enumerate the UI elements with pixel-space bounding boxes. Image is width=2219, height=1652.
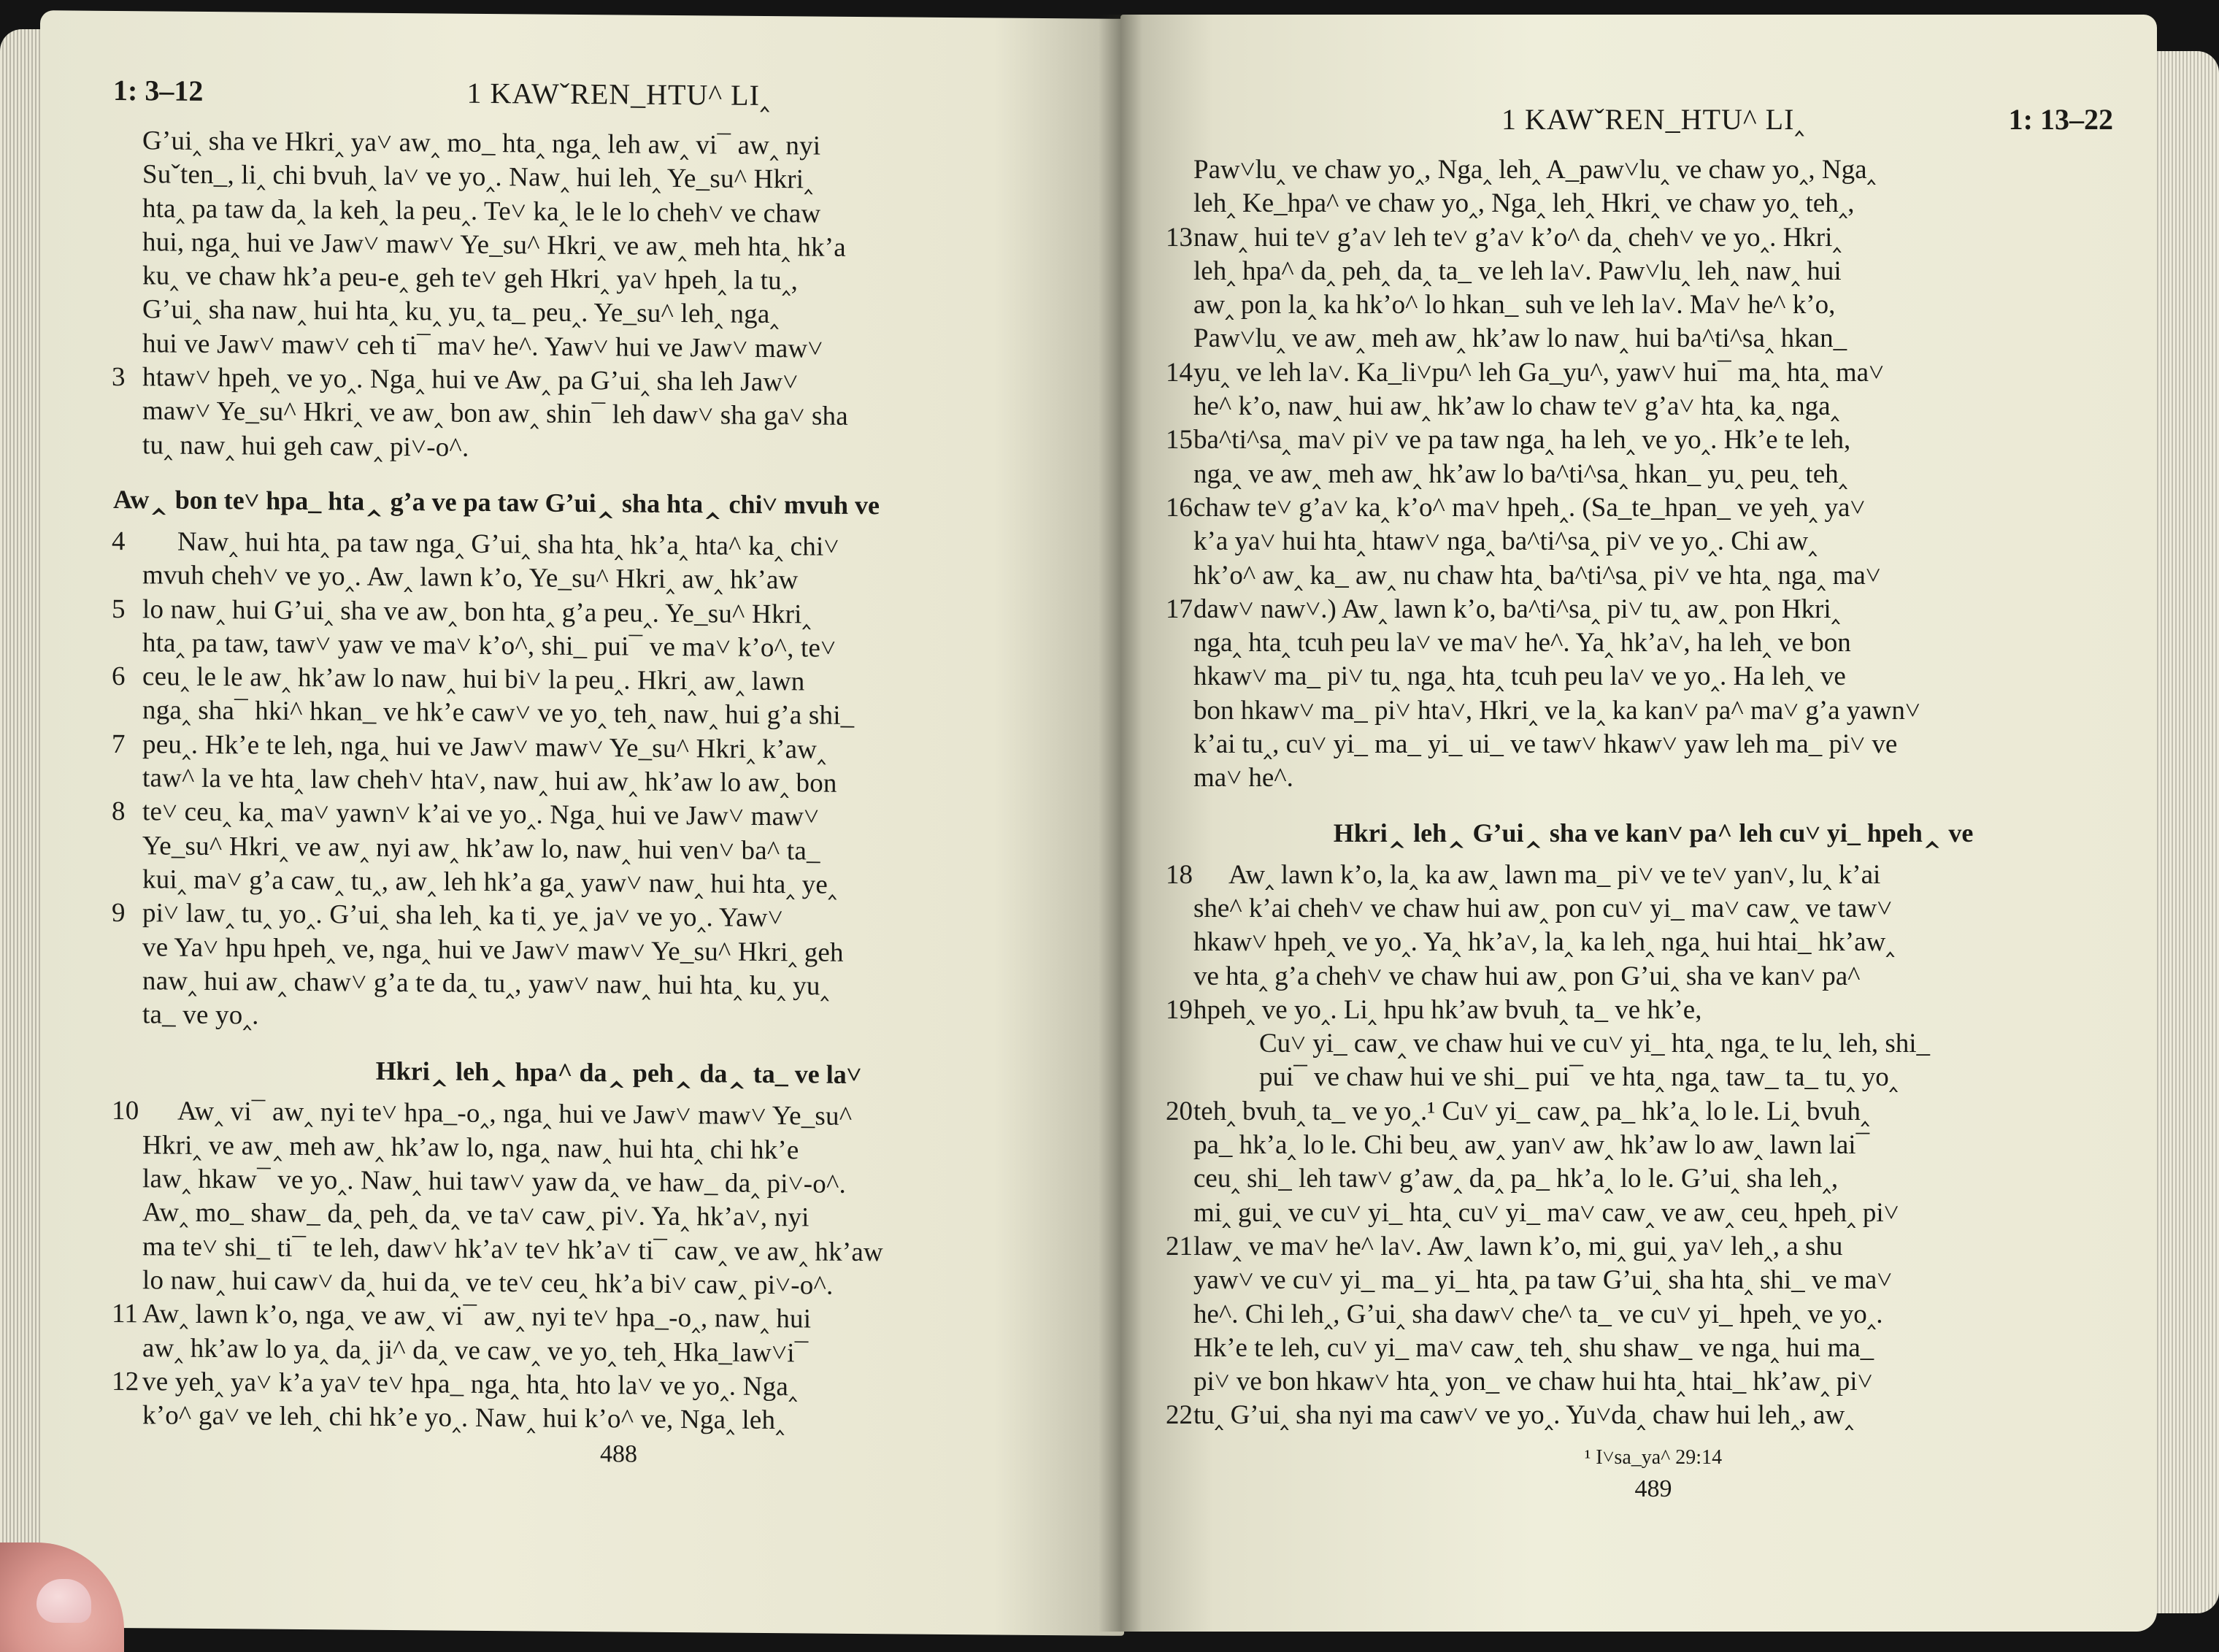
verse-number: 3 [112, 362, 126, 393]
verse-number: 6 [112, 661, 126, 692]
section-heading: Hkri‸ leh‸ hpa^ da‸ peh‸ da‸ ta_ ve la˅ [375, 1056, 862, 1090]
text-line [1166, 423, 2113, 457]
line-text: mi‸ gui‸ ve cu˅ yi_ hta‸ cu˅ yi_ ma˅ caw‸ ve aw‸ ceu‸ hpeh‸ pi˅ [1193, 1197, 1899, 1228]
text-line [142, 429, 1095, 470]
line-text: nga‸ ve aw‸ meh aw‸ hk’aw lo ba^ti^sa‸ hkan_ yu‸ peu‸ teh‸ [1193, 458, 1848, 489]
footnote: ¹ I˅sa_ya^ 29:14 [1584, 1445, 1723, 1469]
text-block [112, 124, 1095, 469]
line-text: ve Ya˅ hpu hpeh‸ ve, nga‸ hui ve Jaw˅ maw˅ Ye_su^ Hkri‸ geh [142, 931, 844, 968]
verse-number: 22 [1166, 1400, 1193, 1431]
line-text: pa_ hk’a‸ lo le. Chi beu‸ aw‸ yan˅ aw‸ hk’aw lo aw‸ lawn lai¯ [1193, 1130, 1870, 1161]
book-title: 1 KAWˇREN_HTU^ LI‸ [1501, 103, 1805, 136]
line-text: ba^ti^sa‸ ma˅ pi˅ ve pa taw nga‸ ha leh‸ ve yo‸. Hk’e te leh, [1193, 425, 1851, 456]
line-text: Ye_su^ Hkri‸ ve aw‸ nyi aw‸ hk’aw lo, naw‸ hui ven˅ ba^ ta_ [142, 830, 820, 867]
text-line [1193, 892, 2113, 926]
chapter-verse-range: 1: 3–12 [113, 73, 204, 107]
text-line [1166, 1399, 2113, 1432]
verse-number: 12 [112, 1366, 139, 1397]
line-text: Aw‸ lawn k’o, la‸ ka aw‸ lawn ma_ pi˅ ve te˅ yan˅, lu‸ k’ai [1228, 859, 1881, 890]
line-text: hta‸ pa taw, taw˅ yaw ve ma˅ k’o^, shi_ pui¯ ve ma˅ k’o^, te˅ [142, 628, 837, 664]
line-text: nga‸ sha¯ hki^ hkan_ ve hk’e caw˅ ve yo‸ teh‸ naw‸ hui g’a shi_ [142, 695, 855, 731]
text-line [142, 1399, 1095, 1440]
text-line [1193, 525, 2113, 558]
text-line [1193, 1264, 2113, 1297]
verse-number: 11 [112, 1299, 139, 1329]
line-text: daw˅ naw˅.) Aw‸ lawn k’o, ba^ti^sa‸ pi˅ tu‸ aw‸ pon Hkri‸ [1193, 593, 1841, 624]
line-text: pi˅ law‸ tu‸ yo‸. G’ui‸ sha leh‸ ka ti‸ ye‸ ja˅ ve yo‸. Yaw˅ [142, 898, 783, 934]
line-text: te˅ ceu‸ ka‸ ma˅ yawn˅ k’ai ve yo‸. Nga‸ hui ve Jaw˅ maw˅ [142, 796, 820, 832]
text-line [1193, 390, 2113, 423]
line-text: Suˇten_, li‸ chi bvuh‸ la˅ ve yo‸. Naw‸ hui leh‸ Ye_su^ Hkri‸ [142, 159, 814, 195]
verse-number: 15 [1166, 425, 1193, 456]
line-text: hta‸ pa taw da‸ la keh‸ la peu‸. Te˅ ka‸ le le lo cheh˅ ve chaw [142, 193, 821, 229]
line-text: taw^ la ve hta‸ law cheh˅ hta˅, naw‸ hui aw‸ hk’aw lo aw‸ bon [142, 763, 837, 799]
line-text: yaw˅ ve cu˅ yi_ ma_ yi_ hta‸ pa taw G’ui‸ sha hta‸ shi_ ve ma˅ [1193, 1265, 1893, 1296]
text-line [1193, 694, 2113, 728]
text-line [142, 998, 1095, 1040]
line-text: leh‸ hpa^ da‸ peh‸ da‸ ta_ ve leh la˅. Paw˅lu‸ leh‸ naw‸ hui [1193, 256, 1842, 286]
line-text: k’o^ ga˅ ve leh‸ chi hk’e yo‸. Naw‸ hui k’o^ ve, Nga‸ leh‸ [142, 1400, 785, 1436]
text-line [1166, 221, 2113, 255]
line-text: ve yeh‸ ya˅ k’a ya˅ te˅ hpa_ nga‸ hta‸ hto la˅ ve yo‸. Nga‸ [142, 1367, 798, 1402]
verse-number: 17 [1166, 593, 1193, 624]
verse-number: 10 [112, 1096, 139, 1126]
line-text: hk’o^ aw‸ ka_ aw‸ nu chaw hta‸ ba^ti^sa‸ pi˅ ve hta‸ nga‸ ma˅ [1193, 560, 1881, 591]
line-text: aw‸ hk’aw lo ya‸ da‸ ji^ da‸ ve caw‸ ve yo‸ teh‸ Hka_law˅i¯ [142, 1332, 809, 1368]
text-block [1166, 858, 2113, 1433]
text-line [1193, 626, 2113, 660]
line-text: nga‸ hta‸ tcuh peu la˅ ve ma˅ he^. Ya‸ hk’a˅, ha leh‸ ve bon [1193, 628, 1851, 658]
line-text: Paw˅lu‸ ve chaw yo‸, Nga‸ leh‸ A_paw˅lu‸ ve chaw yo‸, Nga‸ [1193, 155, 1877, 185]
line-text: kui‸ ma˅ g’a caw‸ tu‸, aw‸ leh hk’a ga‸ yaw˅ naw‸ hui hta‸ ye‸ [142, 864, 837, 900]
book-title: 1 KAWˇREN_HTU^ LI‸ [466, 76, 771, 112]
line-text: k’ai tu‸, cu˅ yi_ ma_ yi_ ui_ ve taw˅ hkaw˅ yaw leh ma_ pi˅ ve [1193, 729, 1898, 760]
page-number: 489 [1634, 1475, 1672, 1502]
fingernail [36, 1579, 91, 1623]
line-text: she^ k’ai cheh˅ ve chaw hui aw‸ pon cu˅ yi_ ma˅ caw‸ ve taw˅ [1193, 893, 1893, 923]
line-text: lo naw‸ hui G’ui‸ sha ve aw‸ bon hta‸ g’a peu‸. Ye_su^ Hkri‸ [142, 593, 812, 630]
running-head-left [113, 73, 1095, 131]
verse-number: 5 [112, 593, 126, 624]
verse-number: 7 [112, 729, 126, 759]
text-line [1193, 1162, 2113, 1196]
line-text: lo naw‸ hui caw˅ da‸ hui da‸ ve te˅ ceu‸ hk’a bi˅ caw‸ pi˅-o^. [142, 1265, 834, 1301]
section-heading: Hkri‸ leh‸ G’ui‸ sha ve kan˅ pa^ leh cu˅ yi_ hpeh‸ ve [1333, 818, 1974, 848]
text-line [1193, 660, 2113, 694]
text-line [1193, 926, 2113, 959]
line-text: teh‸ bvuh‸ ta_ ve yo‸.¹ Cu˅ yi_ caw‸ pa_ hk’a‸ lo le. Li‸ bvuh‸ [1193, 1096, 1870, 1126]
verse-number: 20 [1166, 1096, 1193, 1126]
line-text: leh‸ Ke_hpa^ ve chaw yo‸, Nga‸ leh‸ Hkri‸ ve chaw yo‸ teh‸, [1193, 188, 1855, 219]
text-line [1193, 960, 2113, 994]
line-text: Naw‸ hui hta‸ pa taw nga‸ G’ui‸ sha hta‸ hk’a‸ hta^ ka‸ chi˅ [177, 526, 839, 562]
line-text: hui, nga‸ hui ve Jaw˅ maw˅ Ye_su^ Hkri‸ ve aw‸ meh hta‸ hk’a [142, 227, 846, 263]
line-text: k’a ya˅ hui hta‸ htaw˅ nga‸ ba^ti^sa‸ pi˅ ve yo‸. Chi aw‸ [1193, 526, 1818, 557]
line-text: ma te˅ shi_ ti¯ te leh, daw˅ hk’a˅ te˅ hk’a˅ ti¯ caw‸ ve aw‸ hk’aw [142, 1231, 883, 1267]
line-text: Aw‸ mo_ shaw_ da‸ peh‸ da‸ ve ta˅ caw‸ pi˅. Ya‸ hk’a˅, nyi [142, 1197, 809, 1233]
text-line [1193, 288, 2113, 322]
text-line [1193, 153, 2113, 187]
verse-number: 14 [1166, 357, 1193, 388]
line-text: tu‸ G’ui‸ sha nyi ma caw˅ ve yo‸. Yu˅da‸ chaw hui leh‸, aw‸ [1193, 1400, 1854, 1431]
text-line [1193, 1298, 2113, 1332]
line-text: tu‸ naw‸ hui geh caw‸ pi˅-o^. [142, 429, 469, 463]
line-text: he^ k’o, naw‸ hui aw‸ hk’aw lo chaw te˅ g’a˅ hta‸ ka‸ nga‸ [1193, 391, 1840, 422]
text-line [1193, 1027, 2113, 1061]
text-block [112, 1095, 1095, 1440]
right-page [1120, 15, 2157, 1632]
text-line [1193, 187, 2113, 220]
line-text: Hk’e te leh, cu˅ yi_ ma˅ caw‸ teh‸ shu shaw_ ve nga‸ hui ma_ [1193, 1332, 1874, 1363]
line-text: hpeh‸ ve yo‸. Li‸ hpu hk’aw bvuh‸ ta_ ve hk’e, [1193, 994, 1702, 1025]
line-text: law‸ hkaw¯ ve yo‸. Naw‸ hui taw˅ yaw da‸ ve haw_ da‸ pi˅-o^. [142, 1164, 846, 1199]
line-text: ma˅ he^. [1193, 763, 1293, 794]
verse-number: 8 [112, 796, 126, 827]
text-line [1193, 728, 2113, 761]
text-line [1193, 1332, 2113, 1365]
line-text: maw˅ Ye_su^ Hkri‸ ve aw‸ bon aw‸ shin¯ leh daw˅ sha ga˅ sha [142, 396, 848, 432]
line-text: peu‸. Hk’e te leh, nga‸ hui ve Jaw˅ maw˅ Ye_su^ Hkri‸ k’aw‸ [142, 729, 826, 765]
left-page [40, 10, 1124, 1636]
line-text: pi˅ ve bon hkaw˅ hta‸ yon_ ve chaw hui hta‸ htai_ hk’aw‸ pi˅ [1193, 1367, 1873, 1397]
text-line [1166, 356, 2113, 390]
book-edge-right [2153, 51, 2219, 1613]
line-text: hkaw˅ ma_ pi˅ tu‸ nga‸ hta‸ tcuh peu la˅ ve yo‸. Ha leh‸ ve [1193, 661, 1846, 692]
verse-number: 21 [1166, 1231, 1193, 1261]
line-text: mvuh cheh˅ ve yo‸. Aw‸ lawn k’o, Ye_su^ Hkri‸ aw‸ hk’aw [142, 560, 799, 596]
line-text: chaw te˅ g’a˅ ka‸ k’o^ ma˅ hpeh‸. (Sa_te_hpan_ ve yeh‸ ya˅ [1193, 492, 1866, 523]
text-line [1193, 322, 2113, 356]
line-text: yu‸ ve leh la˅. Ka_li˅pu^ leh Ga_yu^, yaw˅ hui¯ ma‸ hta‸ ma˅ [1193, 357, 1884, 388]
text-line [1193, 559, 2113, 593]
running-head-right [1193, 102, 2113, 153]
text-line [1193, 1365, 2113, 1399]
verse-number: 13 [1166, 222, 1193, 253]
text-line [1166, 593, 2113, 626]
line-text: Aw‸ vi¯ aw‸ nyi te˅ hpa_-o‸, nga‸ hui ve Jaw˅ maw˅ Ye_su^ [177, 1096, 853, 1132]
text-block [1166, 153, 2113, 796]
verse-number: 4 [112, 526, 126, 557]
line-text: aw‸ pon la‸ ka hk’o^ lo hkan_ suh ve leh la˅. Ma˅ he^ k’o, [1193, 290, 1836, 320]
text-line [1193, 1129, 2113, 1162]
line-text: ta_ ve yo‸. [142, 999, 259, 1031]
line-text: hui ve Jaw˅ maw˅ ceh ti¯ ma˅ he^. Yaw˅ hui ve Jaw˅ maw˅ [142, 329, 823, 364]
line-text: Hkri‸ ve aw‸ meh aw‸ hk’aw lo, nga‸ naw‸ hui hta‸ chi hk’e [142, 1129, 799, 1166]
text-line [1166, 1230, 2113, 1264]
text-line [1193, 458, 2113, 491]
verse-number: 9 [112, 898, 126, 929]
line-text: G’ui‸ sha naw‸ hui hta‸ ku‸ yu‸ ta_ peu‸. Ye_su^ leh‸ nga‸ [142, 294, 780, 330]
book-gutter [1099, 15, 1142, 1632]
line-text: Aw‸ lawn k’o, nga‸ ve aw‸ vi¯ aw‸ nyi te˅ hpa_-o‸, naw‸ hui [142, 1299, 812, 1334]
verse-number: 16 [1166, 492, 1193, 523]
text-line [1193, 1061, 2113, 1094]
line-text: ku‸ ve chaw hk’a peu-e‸ geh te˅ geh Hkri‸ ya˅ hpeh‸ la tu‸, [142, 261, 799, 296]
text-line [1166, 491, 2113, 525]
text-line [1193, 255, 2113, 288]
text-line [1166, 858, 2113, 892]
line-text: G’ui‸ sha ve Hkri‸ ya˅ aw‸ mo_ hta‸ nga‸ leh aw‸ vi¯ aw‸ nyi [142, 126, 821, 161]
text-line [1166, 1095, 2113, 1129]
line-text: pui¯ ve chaw hui ve shi_ pui¯ ve hta‸ nga‸ taw_ ta_ tu‸ yo‸ [1259, 1062, 1899, 1093]
page-number: 488 [600, 1440, 637, 1468]
text-line [1193, 761, 2113, 795]
line-text: naw‸ hui te˅ g’a˅ leh te˅ g’a˅ k’o^ da‸ cheh˅ ve yo‸. Hkri‸ [1193, 222, 1842, 253]
line-text: law‸ ve ma˅ he^ la˅. Aw‸ lawn k’o, mi‸ gui‸ ya˅ leh‸, a shu [1193, 1231, 1843, 1261]
text-line [1166, 994, 2113, 1027]
line-text: htaw˅ hpeh‸ ve yo‸. Nga‸ hui ve Aw‸ pa G’ui‸ sha leh Jaw˅ [142, 362, 799, 398]
line-text: Paw˅lu‸ ve aw‸ meh aw‸ hk’aw lo naw‸ hui ba^ti^sa‸ hkan_ [1193, 323, 1847, 354]
text-block [112, 525, 1095, 1040]
line-text: he^. Chi leh‸, G’ui‸ sha daw˅ che^ ta_ ve cu˅ yi_ hpeh‸ ve yo‸. [1193, 1299, 1883, 1329]
text-line [1193, 1196, 2113, 1230]
line-text: naw‸ hui aw‸ chaw˅ g’a te da‸ tu‸, yaw˅ naw‸ hui hta‸ ku‸ yu‸ [142, 966, 830, 1002]
verse-number: 19 [1166, 994, 1193, 1025]
line-text: bon hkaw˅ ma_ pi˅ hta˅, Hkri‸ ve la‸ ka kan˅ pa^ ma˅ g’a yawn˅ [1193, 695, 1920, 726]
line-text: ve hta‸ g’a cheh˅ ve chaw hui aw‸ pon G’ui‸ sha ve kan˅ pa^ [1193, 961, 1861, 991]
line-text: ceu‸ le le aw‸ hk’aw lo naw‸ hui bi˅ la peu‸. Hkri‸ aw‸ lawn [142, 661, 805, 697]
line-text: ceu‸ shi_ leh taw˅ g’aw‸ da‸ pa_ hk’a‸ lo le. G’ui‸ sha leh‸, [1193, 1164, 1839, 1194]
line-text: Cu˅ yi_ caw‸ ve chaw hui ve cu˅ yi_ hta‸ nga‸ te lu‸ leh, shi_ [1259, 1029, 1931, 1059]
section-heading: Aw‸ bon te˅ hpa_ hta‸ g’a ve pa taw G’ui‸ sha hta‸ chi˅ mvuh ve [113, 484, 880, 520]
verse-number: 18 [1166, 859, 1193, 890]
line-text: hkaw˅ hpeh‸ ve yo‸. Ya‸ hk’a˅, la‸ ka leh‸ nga‸ hui htai_ hk’aw‸ [1193, 927, 1895, 958]
chapter-verse-range: 1: 13–22 [2008, 103, 2113, 136]
